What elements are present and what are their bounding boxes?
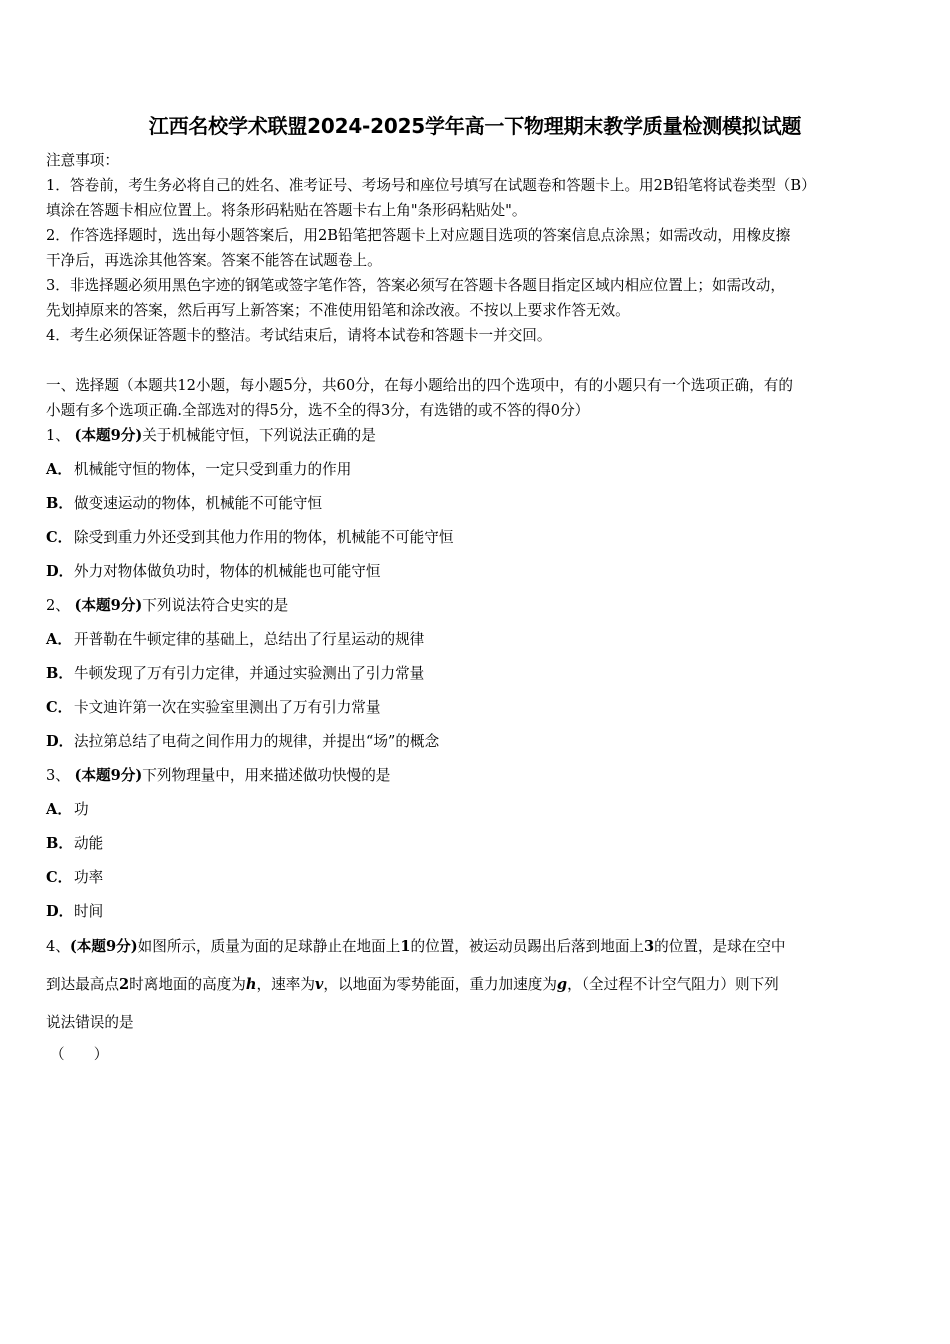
option-text: 法拉第总结了电荷之间作用力的规律，并提出“场”的概念 — [74, 733, 440, 750]
question-1-stem — [46, 426, 376, 446]
question-4-stem-line2 — [46, 975, 908, 995]
option-label: D． — [46, 563, 74, 580]
section-heading-cont: 小题有多个选项正确.全部选对的得5分，选不全的得3分，有选错的或不答的得0分） — [46, 402, 590, 419]
option-label: B． — [46, 835, 73, 852]
option-text: 外力对物体做负功时，物体的机械能也可能守恒 — [74, 563, 381, 580]
question-number: 3、 — [46, 767, 70, 784]
notice-line: 填涂在答题卡相应位置上。将条形码粘贴在答题卡右上角"条形码粘贴处"。 — [46, 202, 527, 219]
option-text: 动能 — [74, 835, 104, 852]
option-label: B． — [46, 665, 73, 682]
position-number: 3 — [644, 938, 655, 955]
question-score-tag: (本题9分) — [74, 767, 143, 784]
variable-h: h — [245, 976, 257, 993]
variable-g: g — [556, 976, 568, 993]
option-text: 机械能守恒的物体，一定只受到重力的作用 — [74, 461, 352, 478]
question-2-option-d — [46, 732, 439, 752]
option-text: 卡文迪许第一次在实验室里测出了万有引力常量 — [74, 699, 381, 716]
question-text: 如图所示，质量为面的足球静止在地面上 — [137, 938, 401, 955]
notice-line: 3．非选择题必须用黑色字迹的钢笔或签字笔作答，答案必须写在答题卡各题目指定区域内相应位置上；如需改动， — [46, 277, 785, 294]
answer-parentheses: （ ） — [50, 1046, 109, 1063]
option-label: B． — [46, 495, 73, 512]
question-3-stem — [46, 766, 390, 786]
question-3-option-c — [46, 868, 103, 888]
question-text: ，速率为 — [256, 976, 315, 993]
question-text: 下列说法符合史实的是 — [142, 597, 289, 614]
question-number: 2、 — [46, 597, 70, 614]
question-3-option-d — [46, 902, 103, 922]
notice-heading: 注意事项： — [46, 152, 119, 169]
option-label: D． — [46, 903, 74, 920]
question-1-option-b — [46, 494, 322, 514]
option-text: 除受到重力外还受到其他力作用的物体，机械能不可能守恒 — [74, 529, 454, 546]
position-number: 2 — [118, 976, 130, 993]
option-text: 牛顿发现了万有引力定律，并通过实验测出了引力常量 — [74, 665, 425, 682]
notice-line: 1．答卷前，考生务必将自己的姓名、准考证号、考场号和座位号填写在试题卷和答题卡上。用2B铅笔将试卷类型（B） — [46, 177, 816, 194]
notice-line: 4．考生必须保证答题卡的整洁。考试结束后，请将本试卷和答题卡一并交回。 — [46, 327, 552, 344]
question-text: 的位置，被运动员踢出后落到地面上 — [410, 938, 645, 955]
question-1-option-c — [46, 528, 453, 548]
option-text: 时间 — [74, 903, 104, 920]
notice-line: 先划掉原来的答案，然后再写上新答案；不准使用铅笔和涂改液。不按以上要求作答无效。 — [46, 302, 630, 319]
option-text: 做变速运动的物体，机械能不可能守恒 — [74, 495, 323, 512]
section-heading: 一、选择题（本题共12小题，每小题5分，共60分，在每小题给出的四个选项中，有的小题只有一个选项正确，有的 — [46, 377, 793, 394]
notice-line: 2．作答选择题时，选出每小题答案后，用2B铅笔把答题卡上对应题目选项的答案信息点涂黑；如需改动，用橡皮擦 — [46, 227, 791, 244]
page-title: 江西名校学术联盟2024-2025学年高一下物理期末教学质量检测模拟试题 — [148, 114, 802, 138]
option-label: A． — [46, 461, 72, 478]
question-2-stem — [46, 596, 288, 616]
question-2-option-c — [46, 698, 380, 718]
option-label: C． — [46, 699, 73, 716]
option-label: A． — [46, 631, 72, 648]
option-label: C． — [46, 529, 73, 546]
question-text: 下列物理量中，用来描述做功快慢的是 — [142, 767, 391, 784]
question-text: ，以地面为零势能面，重力加速度为 — [323, 976, 557, 993]
question-number: 4、 — [46, 938, 70, 955]
option-text: 开普勒在牛顿定律的基础上，总结出了行星运动的规律 — [74, 631, 425, 648]
question-text: 到达最高点 — [46, 976, 119, 993]
question-2-option-a — [46, 630, 424, 650]
question-4-stem-line3: 说法错误的是 — [46, 1014, 134, 1031]
question-number: 1、 — [46, 427, 70, 444]
question-3-option-a — [46, 800, 89, 820]
question-3-option-b — [46, 834, 103, 854]
question-text: ，（全过程不计空气阻力）则下列 — [567, 976, 779, 993]
option-label: A． — [46, 801, 72, 818]
position-number: 1 — [400, 938, 411, 955]
notice-line: 干净后，再选涂其他答案。答案不能答在试题卷上。 — [46, 252, 382, 269]
option-label: D． — [46, 733, 74, 750]
question-text: 关于机械能守恒，下列说法正确的是 — [142, 427, 376, 444]
question-text: 的位置，是球在空中 — [654, 938, 786, 955]
option-label: C． — [46, 869, 73, 886]
question-4-stem-line1 — [46, 937, 908, 957]
option-text: 功率 — [74, 869, 104, 886]
question-1-option-d — [46, 562, 380, 582]
question-text: 时离地面的高度为 — [129, 976, 246, 993]
question-score-tag: (本题9分) — [69, 938, 138, 955]
question-score-tag: (本题9分) — [74, 427, 143, 444]
question-score-tag: (本题9分) — [74, 597, 143, 614]
variable-v: v — [314, 976, 324, 993]
question-1-option-a — [46, 460, 351, 480]
question-2-option-b — [46, 664, 424, 684]
option-text: 功 — [74, 801, 89, 818]
